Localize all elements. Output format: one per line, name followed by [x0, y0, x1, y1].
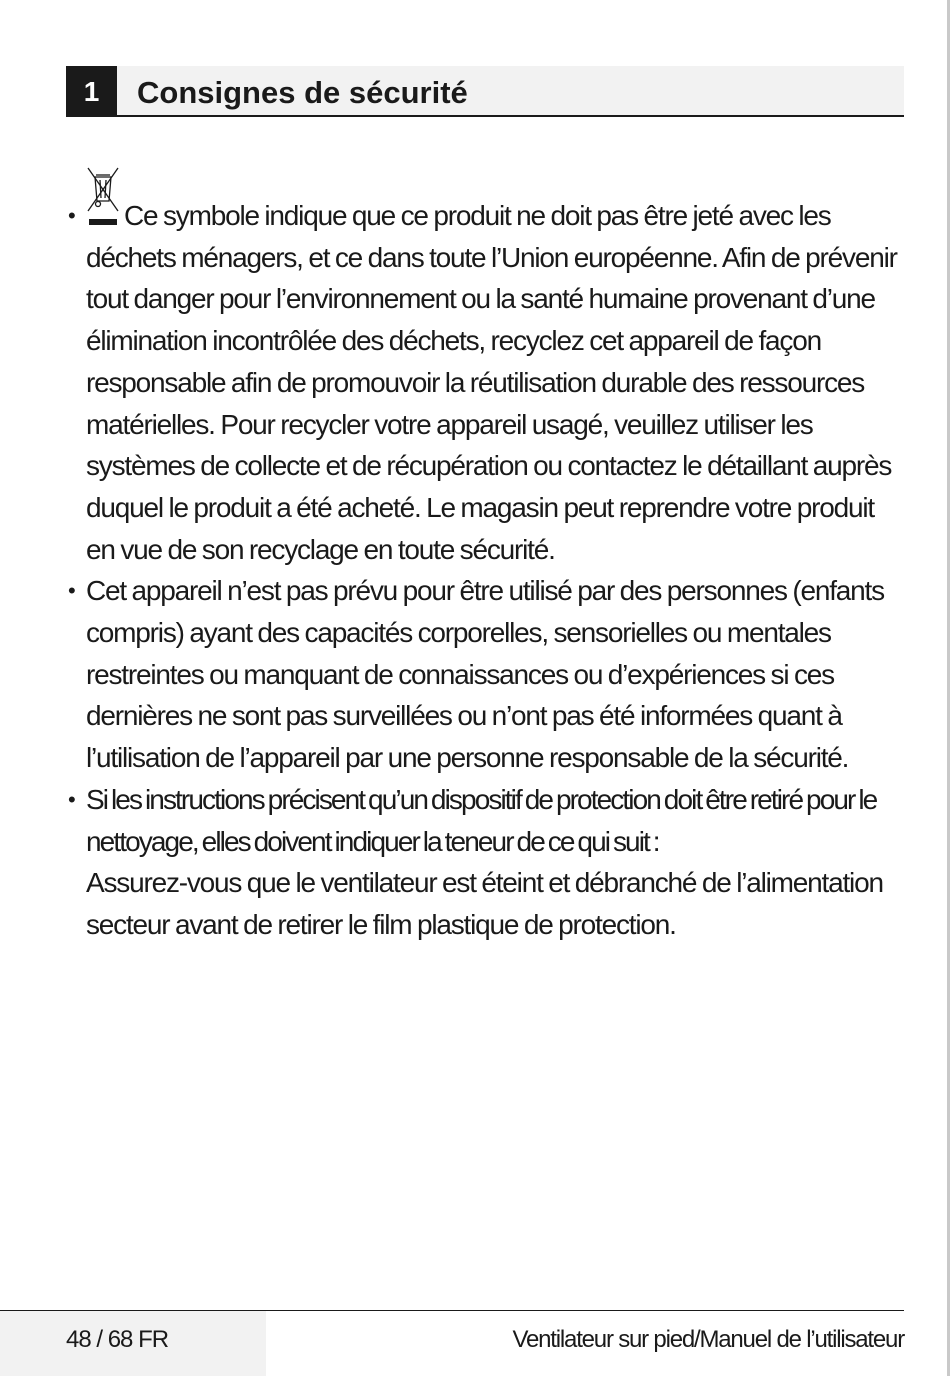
list-item-text-condensed: Si les instructions précisent qu’un dispositif de protection doit être retiré pour le nettoyage, elles doivent indiquer la teneur de ce qui suit :: [86, 783, 877, 857]
list-item-text: Assurez-vous que le ventilateur est éteint et débranché de l’alimentation secteur avant de retirer le film plastique de protection.: [86, 867, 883, 940]
list-item: [66, 779, 902, 862]
bullet-dot: •: [68, 578, 75, 604]
footer-manual-title: Ventilateur sur pied/Manuel de l’utilisateur: [512, 1326, 904, 1353]
section-header: [66, 66, 904, 117]
bullet-dot: •: [68, 786, 74, 812]
list-item: [66, 570, 902, 779]
list-item-continuation: [66, 862, 902, 945]
section-title: Consignes de sécurité: [137, 75, 468, 110]
bullet-dot: •: [68, 203, 75, 228]
crossed-out-wheelie-bin-icon: [86, 165, 120, 229]
list-item-text: Cet appareil n’est pas prévu pour être utilisé par des personnes (enfants compris) ayant des capacités corporelles, sensorielles ou mentales restreintes ou manquant de connaissances ou d’expériences si ces dernières ne sont pas surveillées ou n’ont pas été informées quant à l’utilisation de l’appareil par une personne responsable de la sécurité.: [86, 575, 884, 774]
safety-instructions-list: [66, 195, 902, 946]
footer-page-number: 48 / 68 FR: [66, 1326, 169, 1353]
list-item-text: Ce symbole indique que ce produit ne doit pas être jeté avec les déchets ménagers, et ce dans toute l’Union européenne. Afin de prévenir tout danger pour l’environnement ou la santé humaine provenant d’une élimination incontrôlée des déchets, recyclez cet appareil de façon responsable afin de promouvoir la réutilisation durable des ressources matérielles. Pour recycler votre appareil usagé, veuillez utiliser les systèmes de collecte et de récupération ou contactez le détaillant auprès duquel le produit a été acheté. Le magasin peut reprendre votre produit en vue de son recyclage en toute sécurité.: [86, 200, 897, 565]
list-item: [66, 195, 902, 570]
section-number: 1: [66, 66, 117, 117]
